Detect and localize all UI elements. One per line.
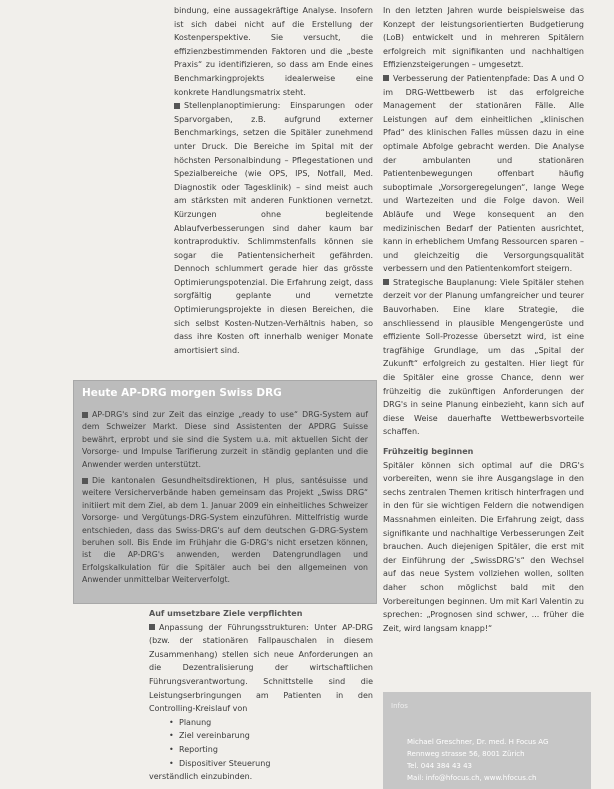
sidebar-box [73, 380, 377, 604]
square-bullet-icon [174, 103, 180, 109]
paragraph: verständlich einzubinden. [149, 772, 253, 782]
box-text: AP-DRG's sind zur Zeit das einzige „ready to use“ DRG-System auf dem Schweizer Markt. Diese sind Assistenten der APDRG Suisse bewährt, erprobt und sie sind die System u.a. mit aktuellen Sicht der Vorsorge- und Impulse Tarifierung zurzeit in ständig geplanten und die Anwender werden unterstützt. [82, 410, 368, 469]
box-paragraph [82, 475, 368, 587]
paragraph: Spitäler können sich optimal auf die DRG's vorbereiten, wenn sie ihre Ausgangslage in den sechs zentralen Themen kritisch hinterfragen und in den für sie wichtigen Feldern die notwendigen Massnahmen einleiten. Die Erfahrung zeigt, dass signifikante und nachhaltige Verbesserungen Zeit brauchen. Auch diejenigen Spitäler, die erst mit der Einführung der „SwissDRG's“ den Wechsel auf das neue System vollziehen wollen, sollten daher schon möglichst bald mit den Vorbereitungen beginnen. Um mit Karl Valentin zu sprechen: „Prognosen sind schwer, ... früher die Zeit, wird langsam knapp!“ [383, 460, 584, 633]
square-bullet-icon [149, 624, 155, 630]
paragraph: In den letzten Jahren wurde beispielsweise das Konzept der leistungsorientierten Budgetierung (LoB) entwickelt und in mehreren Spitälern erfolgreich mit signifikanten und nachhaltigen Effizienzsteigerungen – umgesetzt. [383, 6, 584, 70]
right-column [383, 4, 584, 635]
bullet-paragraph [149, 621, 373, 716]
left-column-bottom [149, 607, 373, 784]
bullet-text: Verbesserung der Patientenpfade: Das A und O im DRG-Wettbewerb ist das erfolgreiche Management der stationären Fälle. Alle Leistungen auf dem einheitlichen „klinischen Pfad“ des klinischen Falles müssen dazu in eine optimale Abfolge gebracht werden. Die Analyse der ambulanten und stationären Patientenbewegungen offenbart häufig suboptimale „Vorsorgeregelungen“, lange Wege und Wartezeiten und die Folge davon. Weil Abläufe und Wege konsequent an den medizinischen Bedarf der Patienten ausrichtet, kann in erheblichem Umfang Ressourcen sparen – und gleichzeitig die Versorgungsqualität verbessern und den Patientenkomfort steigern. [383, 73, 584, 274]
box-text: Die kantonalen Gesundheitsdirektionen, H plus, santésuisse und weitere Versicherverbände haben gemeinsam das Projekt „Swiss DRG“ initiiert mit dem Ziel, ab dem 1. Januar 2009 ein einheitliches Schweizer Vorsorge- und Vergütungs-DRG-System einzuführen. Mittelfristig wurde entschieden, dass das Swiss-DRG's auf dem deutschen G-DRG-System beruhen soll. Bis Ende im Frühjahr die G-DRG's nicht ersetzen können, ist die AP-DRG's anwenden, werden Datengrundlagen und Erfolgskalkulation für die Spitäler auch bei den allgemeinen von Anwender unmittelbar Weiterverfolgt. [82, 476, 368, 585]
info-line: Tel. 044 384 43 43 [407, 762, 472, 770]
box-title: Heute AP-DRG morgen Swiss DRG [82, 387, 282, 399]
bullet-text: Stellenplanoptimierung: Einsparungen oder Sparvorgaben, z.B. aufgrund externer Benchmarkings, setzen die Spitäler zunehmend unter Druck. Die Bereiche im Spital mit der höchsten Personalbindung – Pflegestationen und Spezialbereiche (wie OPS, IPS, Notfall, Med. Diagnostik oder Tagesklinik) – sind meist auch am stärksten mit anderen Funktionen vernetzt. Kürzungen ohne begleitende Ablaufverbesserungen sind daher kaum bar kontraproduktiv. Schlimmstenfalls können sie sogar die Patientensicherheit gefährden. Dennoch schlummert gerade hier das grösste Optimierungspotenzial. Die Erfahrung zeigt, dass sorgfältig geplante und vernetzte Optimierungsprojekte in diesen Bereichen, die sich selbst Kosten-Nutzen-Verhältnis haben, so dass ihre Kosten oft innerhalb weniger Monate amortisiert sind. [174, 101, 373, 355]
square-bullet-icon [383, 279, 389, 285]
list-item: • Planung [179, 716, 373, 730]
list-item: • Ziel vereinbarung [179, 729, 373, 743]
info-line: Michael Greschner, Dr. med. H Focus AG [407, 738, 549, 746]
bullet-text: Anpassung der Führungsstrukturen: Unter AP-DRG (bzw. der stationären Fallpauschalen in diesem Zusammenhang) stellen sich neue Anforderungen an die Dezentralisierung der wirtschaftlichen Führungsverantwortung. Schnittstelle sind die Leistungserbringungen am Patienten in den Controlling-Kreislauf von [149, 622, 373, 714]
bullet-text: Strategische Bauplanung: Viele Spitäler stehen derzeit vor der Planung umfangreicher und teurer Bauvorhaben. Eine klare Strategie, die anschliessend in plausible Mengengerüste und effiziente Soll-Prozesse übersetzt wird, ist eine tragfähige Grundlage, um das „Spital der Zukunft“ erfolgreich zu gestalten. Hier liegt für die Spitäler eine grosse Chance, denn wer frühzeitig die zukünftigen Anforderungen der DRG's in seine Planung einbezieht, kann sich auf diese Weise dauerhafte Wettbewerbsvorteile schaffen. [383, 277, 584, 437]
info-line: Rennweg strasse 56, 8001 Zürich [407, 750, 525, 758]
bullet-paragraph [174, 99, 373, 357]
subheading: Auf umsetzbare Ziele verpflichten [149, 609, 303, 618]
info-box [383, 692, 591, 789]
controlling-list [149, 716, 373, 770]
bullet-paragraph [383, 276, 584, 439]
square-bullet-icon [383, 75, 389, 81]
square-bullet-icon [82, 412, 88, 418]
box-paragraph [82, 409, 368, 471]
box-body [74, 401, 376, 587]
square-bullet-icon [82, 478, 88, 484]
info-header: Infos [391, 702, 408, 710]
info-line: Mail: info@hfocus.ch, www.hfocus.ch [407, 774, 537, 782]
left-column-top [174, 4, 373, 357]
subheading: Frühzeitig beginnen [383, 447, 474, 456]
bullet-paragraph [383, 72, 584, 276]
paragraph: bindung, eine aussagekräftige Analyse. Insofern ist sich dabei nicht auf die Erstellung der Kostenperspektive. Sie versucht, die effizienzbestimmenden Faktoren und die „beste Praxis“ zu identifizieren, so dass am Ende eines Benchmarkingprojekts idealerweise eine konkrete Handlungsmatrix steht. [174, 6, 373, 97]
list-item: • Dispositiver Steuerung [179, 757, 373, 771]
list-item: • Reporting [179, 743, 373, 757]
